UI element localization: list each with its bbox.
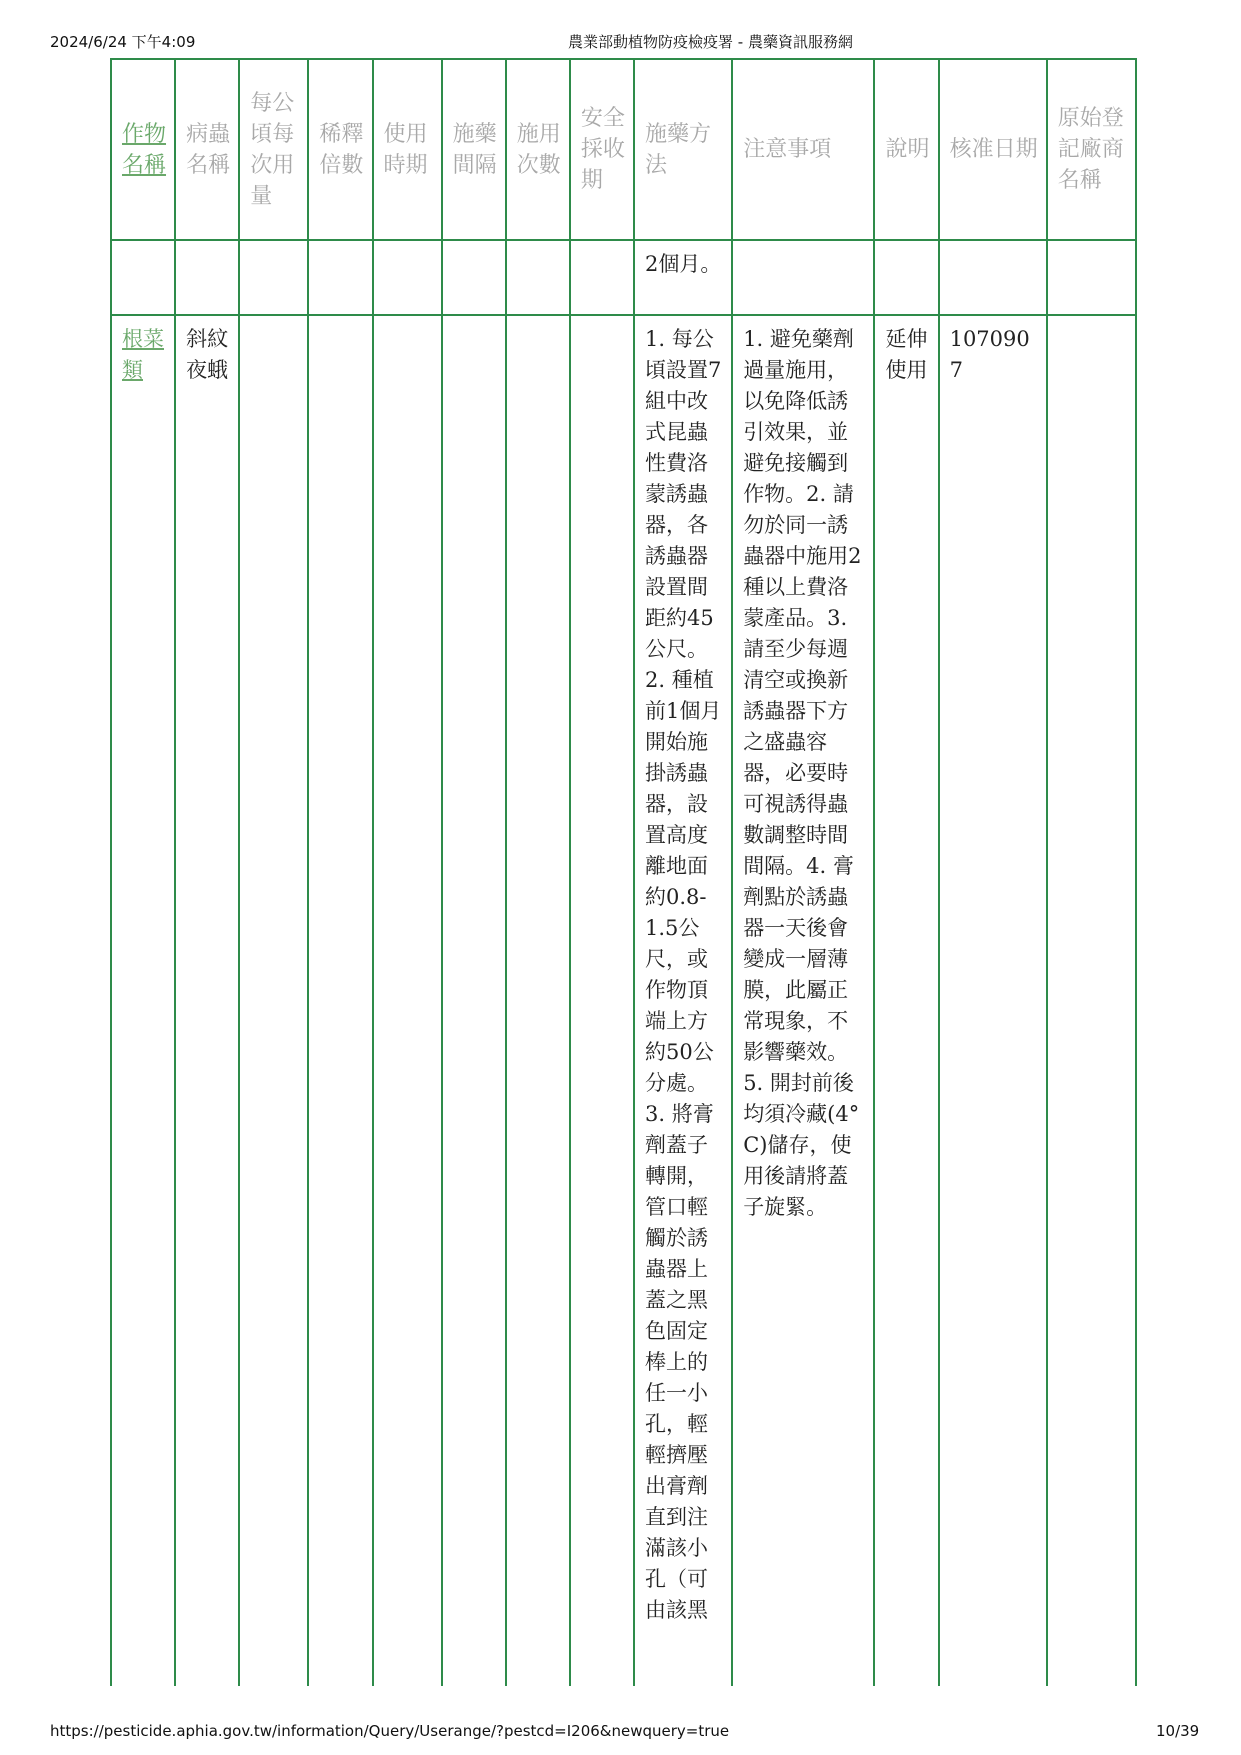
cell-explanation: [874, 240, 938, 315]
print-url: https://pesticide.aphia.gov.tw/information/Query/Userange/?pestcd=I206&newquery=true: [50, 1722, 730, 1740]
cell-interval: [442, 240, 506, 315]
cell-dose-per-ha: [239, 315, 308, 1686]
header-interval: 施藥間隔: [442, 59, 506, 240]
cell-use-period: [373, 315, 442, 1686]
header-crop-name[interactable]: 作物名稱: [111, 59, 175, 240]
cell-explanation: 延伸使用: [874, 315, 938, 1686]
table-header-row: [111, 59, 1136, 240]
header-pest-name: 病蟲名稱: [175, 59, 239, 240]
print-page-number: 10/39: [1156, 1722, 1200, 1740]
header-explanation: 說明: [874, 59, 938, 240]
header-use-period: 使用時期: [373, 59, 442, 240]
cell-pest-name: [175, 240, 239, 315]
cell-safe-harvest: [570, 315, 634, 1686]
cell-original-maker: [1047, 240, 1136, 315]
cell-crop-name[interactable]: [111, 315, 175, 1686]
cell-pest-name: 斜紋夜蛾: [175, 315, 239, 1686]
header-original-maker: 原始登記廠商名稱: [1047, 59, 1136, 240]
cell-approval-date: 1070907: [939, 315, 1047, 1686]
cell-safe-harvest: [570, 240, 634, 315]
cell-dose-per-ha: [239, 240, 308, 315]
header-dilution: 稀釋倍數: [308, 59, 372, 240]
print-page-title: 農業部動植物防疫檢疫署 - 農藥資訊服務網: [568, 33, 853, 51]
header-approval-date: 核准日期: [939, 59, 1047, 240]
cell-times: [506, 315, 570, 1686]
cell-notes: 1. 避免藥劑過量施用，以免降低誘引效果，並避免接觸到作物。2. 請勿於同一誘蟲器中施用2種以上費洛蒙產品。3. 請至少每週清空或換新誘蟲器下方之盛蟲容器，必要時可視誘得蟲數調整時間間隔。4. 膏劑點於誘蟲器一天後會變成一層薄膜，此屬正常現象，不影響藥效。5. 開封前後均須冷藏(4°C)儲存，使用後請將蓋子旋緊。: [732, 315, 874, 1686]
cell-use-period: [373, 240, 442, 315]
cell-interval: [442, 315, 506, 1686]
cell-dilution: [308, 240, 372, 315]
cell-times: [506, 240, 570, 315]
pesticide-usage-table: [110, 58, 1137, 1686]
cell-crop-name: [111, 240, 175, 315]
cell-method: 1. 每公頃設置7組中改式昆蟲性費洛蒙誘蟲器，各誘蟲器設置間距約45公尺。2. 種植前1個月開始施掛誘蟲器，設置高度離地面約0.8-1.5公尺，或作物頂端上方約50公分處。3. 將膏劑蓋子轉開，管口輕觸於誘蟲器上蓋之黑色固定棒上的任一小孔，輕輕擠壓出膏劑直到注滿該小孔（可由該黑: [634, 315, 732, 1686]
print-datetime: 2024/6/24 下午4:09: [50, 33, 196, 51]
cell-original-maker: [1047, 315, 1136, 1686]
cell-notes: [732, 240, 874, 315]
header-method: 施藥方法: [634, 59, 732, 240]
crop-name-link[interactable]: 根菜類: [122, 327, 164, 382]
header-dose-per-ha: 每公頃每次用量: [239, 59, 308, 240]
table-row: [111, 315, 1136, 1686]
cell-dilution: [308, 315, 372, 1686]
cell-method: 2個月。: [634, 240, 732, 315]
header-safe-harvest: 安全採收期: [570, 59, 634, 240]
cell-approval-date: [939, 240, 1047, 315]
table-row: [111, 240, 1136, 315]
header-notes: 注意事項: [732, 59, 874, 240]
header-times: 施用次數: [506, 59, 570, 240]
